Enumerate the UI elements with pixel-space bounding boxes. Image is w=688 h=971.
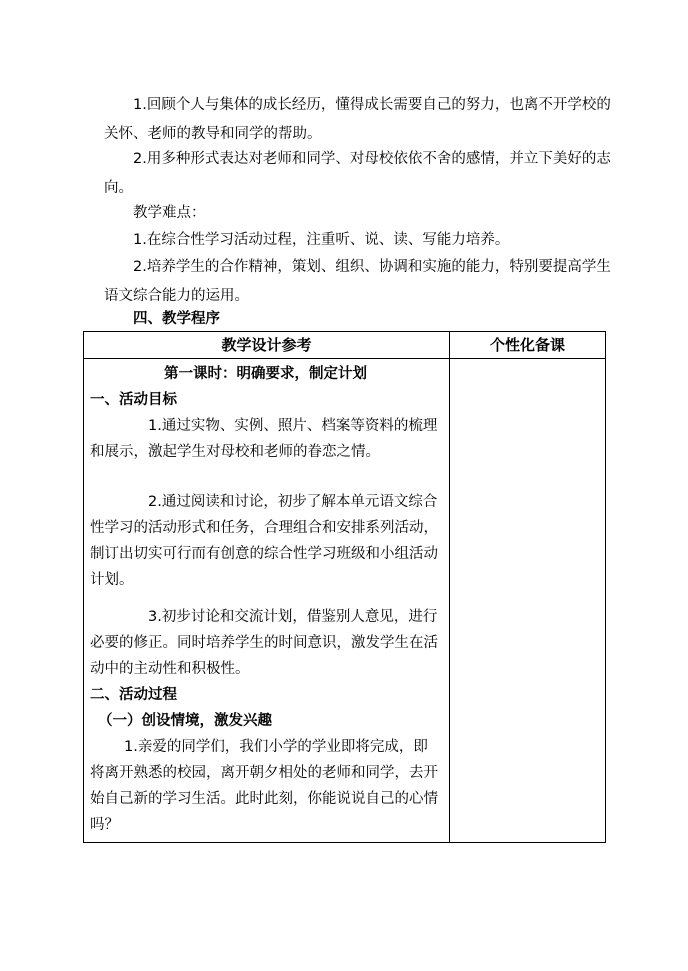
lesson-title: 第一课时：明确要求，制定计划: [164, 366, 367, 382]
column-header-design-reference: 教学设计参考: [84, 332, 450, 359]
table-body-row: [84, 359, 606, 843]
design-reference-cell: [84, 359, 450, 843]
heading-activity-process: 二、活动过程: [90, 687, 177, 703]
goal-item-3: 3.初步讨论和交流计划，借鉴别人意见，进行必要的修正。同时培养学生的时间意识，激发学生在活动中的主动性和积极性。: [90, 609, 438, 677]
section-heading-teaching-procedure: 四、教学程序: [133, 311, 220, 327]
column-header-personalized-prep: 个性化备课: [450, 332, 606, 359]
lesson-plan-table: [83, 331, 606, 843]
difficulty-item-2: 2.培养学生的合作精神，策划、组织、协调和实施的能力，特别要提高学生语文综合能力的运用。: [104, 259, 611, 304]
difficulty-item-1: 1.在综合性学习活动过程，注重听、说、读、写能力培养。: [133, 232, 510, 248]
table-header-row: [84, 332, 606, 359]
goal-item-2: 2.通过阅读和讨论，初步了解本单元语文综合性学习的活动形式和任务，合理组合和安排系列活动，制订出切实可行而有创意的综合性学习班级和小组活动计划。: [90, 494, 438, 588]
process-item-1: 1.亲爱的同学们，我们小学的学业即将完成，即将离开熟悉的校园，离开朝夕相处的老师和同学，去开始自己新的学习生活。此时此刻，你能说说自己的心情吗？: [90, 739, 438, 833]
difficulty-label: 教学难点：: [133, 205, 206, 221]
heading-activity-goals: 一、活动目标: [90, 392, 177, 408]
objective-paragraph-1: 1.回顾个人与集体的成长经历，懂得成长需要自己的努力，也离不开学校的关怀、老师的教导和同学的帮助。: [104, 97, 611, 142]
personalized-prep-cell: [450, 359, 606, 843]
objective-paragraph-2: 2.用多种形式表达对老师和同学、对母校依依不舍的感情，并立下美好的志向。: [104, 151, 611, 196]
subheading-create-context: （一）创设情境，激发兴趣: [98, 713, 272, 729]
goal-item-1: 1.通过实物、实例、照片、档案等资料的梳理和展示，激起学生对母校和老师的眷恋之情。: [90, 418, 438, 460]
